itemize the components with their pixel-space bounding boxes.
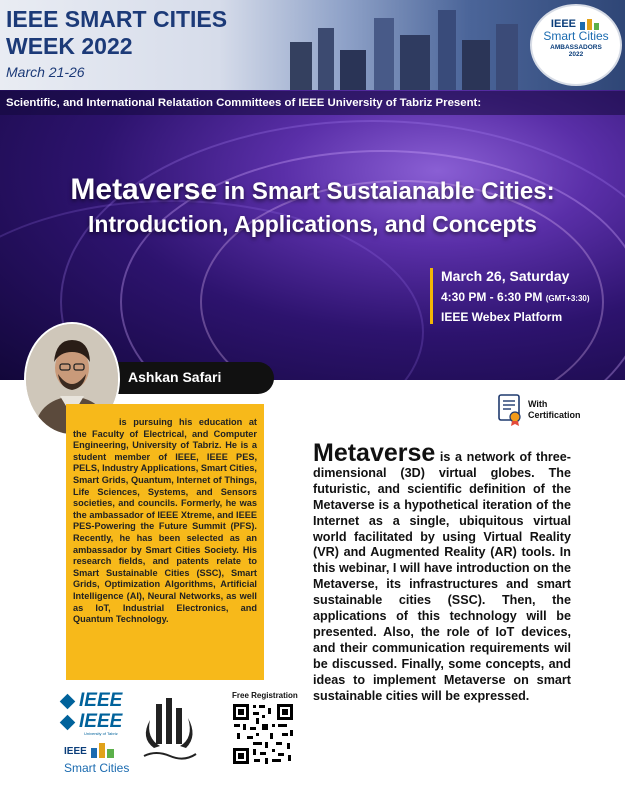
description-body: is a network of three-dimensional (3D) virtual globes. The futuristic, and scientific definition of the Metaverse is a hypothetical iteration of the Internet as a single, ubiquitous virtual world facilitated by using Virtual Reality (VR) and Augmented Reality (AR) tools. In this webinar, I will have introduction on the Metaverse, its infrastructures and smart sustainable cities (SSC). Then, the applications of this technology will be presented. Also, the role of IoT devices, and their communication requirements wil be discussed. Finally, some concepts, and ideas to implement Metaverse on smart sustainable cities will be expressed. <box>313 450 571 703</box>
city-skyline <box>270 0 530 90</box>
sc-brand: Smart Cities <box>64 761 130 775</box>
ieee-diamond-icon <box>60 693 76 709</box>
ieee-tabriz-subtitle: University of Tabriz <box>84 731 118 736</box>
ieee-tabriz-logo <box>62 711 122 736</box>
badge-year: 2022 <box>568 51 584 59</box>
event-platform: IEEE Webex Platform <box>441 310 563 324</box>
ambassadors-badge <box>530 4 622 86</box>
title-line1-rest: in Smart Sustaianable Cities: <box>223 178 555 205</box>
certification-line1: With <box>528 399 548 409</box>
smart-cities-logo <box>64 742 129 775</box>
free-registration-label: Free Registration <box>232 691 298 700</box>
speaker-bio-box <box>66 404 264 680</box>
university-emblem <box>136 694 204 766</box>
speaker-name: Ashkan Safari <box>128 369 222 385</box>
badge-role: AMBASSADORS <box>550 44 602 52</box>
sc-ieee-label: IEEE <box>64 746 87 758</box>
event-timezone: (GMT+3:30) <box>545 294 590 303</box>
sc-building-icon <box>90 742 116 761</box>
registration-qr-code[interactable] <box>232 703 294 765</box>
presenter-line: Scientific, and International Relatation Committees of IEEE University of Tabriz Present: <box>0 91 625 115</box>
speaker-bio: is pursuing his education at the Faculty of Electrical, and Computer Engineering, University of Tabriz. He is a student member of IEEE, IEEE PES, PELS, Industry Applications, Smart Cities, Smart Grids, Quantum, Internet of Things, Life Sciences, Systems, and Sensors societies, and councils. Formerly, he was the ambassador of IEEE Xtreme, and IEEE PES-Powering the Future Summit (PFS). Recently, he has been selected as an ambassador by Smart Cities Society. His research fields, and patents relate to Smart Sustainable Cities (SSC), Smart Grids, Optimization Algorithms, Artificial Intelligence (AI), Neural Networks, as well as IoT, Industrial Electronics, and Quantum Technology. <box>73 417 257 625</box>
event-dates: March 21-26 <box>6 64 85 80</box>
event-title-line2: WEEK 2022 <box>6 33 133 59</box>
certificate-icon <box>497 394 523 426</box>
certification-line2: Certification <box>528 410 581 420</box>
description-lead: Metaverse <box>313 439 436 467</box>
event-time-row <box>441 290 590 304</box>
webinar-title-line1 <box>0 173 625 207</box>
event-title-line1: IEEE SMART CITIES <box>6 6 228 32</box>
badge-ieee-label: IEEE <box>550 18 576 30</box>
badge-brand: Smart Cities <box>543 29 609 44</box>
ieee-tabriz-wordmark: IEEE <box>79 711 123 732</box>
event-time: 4:30 PM - 6:30 PM <box>441 290 543 304</box>
event-title <box>6 6 227 60</box>
webinar-description <box>313 439 571 705</box>
event-info <box>430 268 590 324</box>
ieee-wordmark: IEEE <box>79 690 123 711</box>
ieee-diamond-icon <box>60 714 76 730</box>
title-highlight: Metaverse <box>70 173 218 206</box>
ieee-logo <box>62 690 122 710</box>
webinar-title-line2: Introduction, Applications, and Concepts <box>88 211 537 237</box>
event-date: March 26, Saturday <box>441 268 570 284</box>
certification-label <box>528 399 581 421</box>
